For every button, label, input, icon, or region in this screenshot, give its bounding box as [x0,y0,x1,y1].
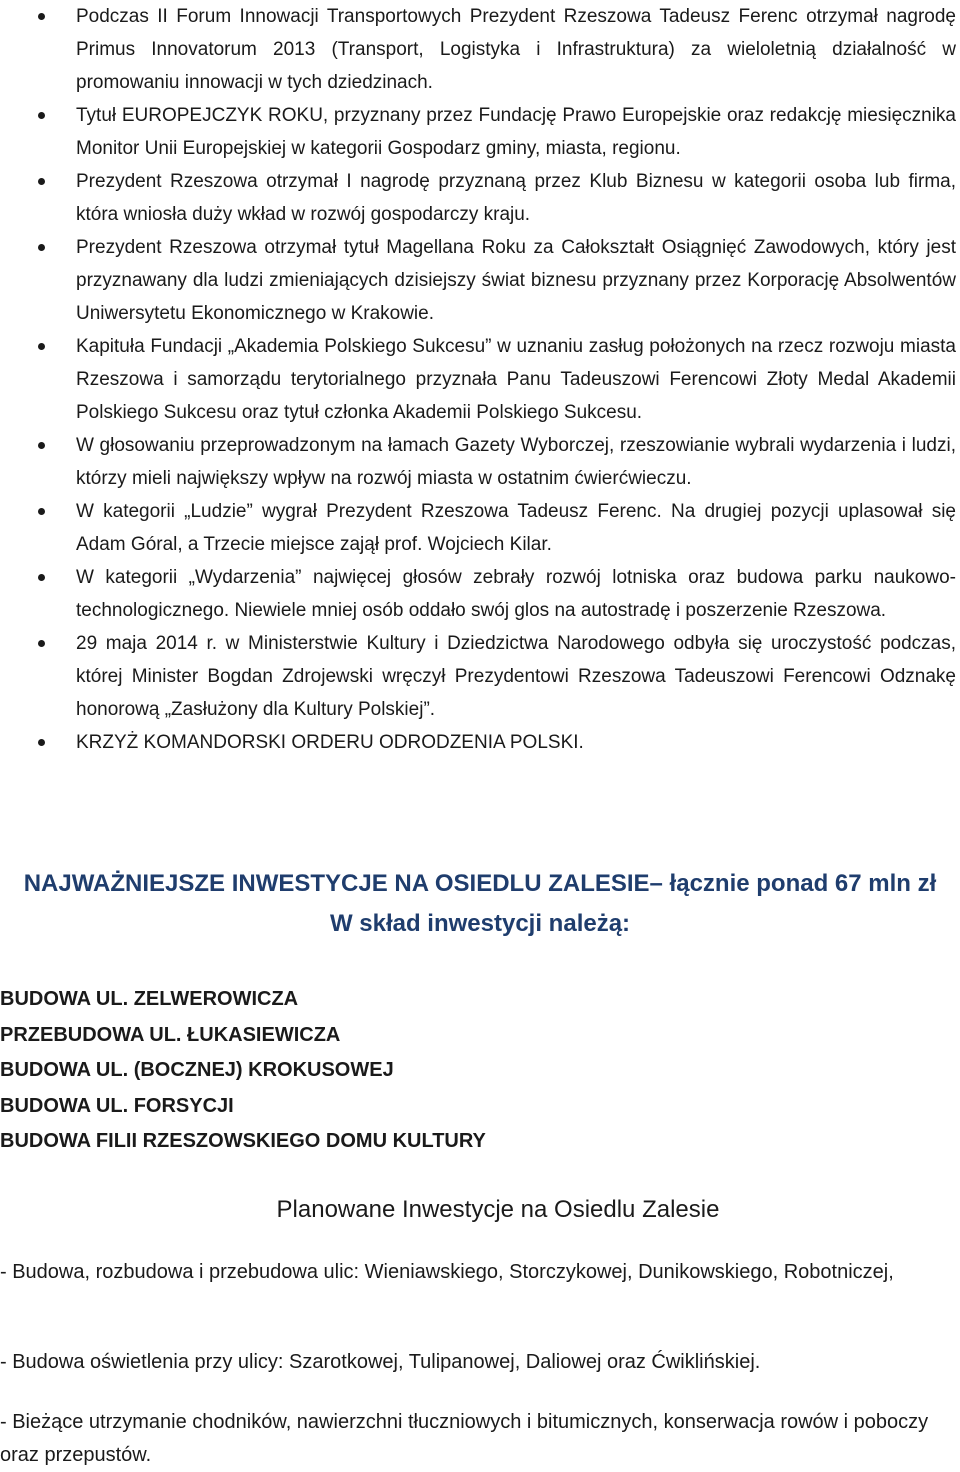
achievement-item [0,561,960,627]
bullet-icon [38,13,45,20]
investment-item: PRZEBUDOWA UL. ŁUKASIEWICZA [0,1023,341,1046]
bullet-icon [38,508,45,515]
bullet-icon [38,442,45,449]
investment-item: BUDOWA UL. FORSYCJI [0,1094,234,1117]
achievement-text: Prezydent Rzeszowa otrzymał tytuł Magellana Roku za Całokształt Osiągnięć Zawodowych, który jest przyznawany dla ludzi zmieniających dzisiejszy świat biznesu przyznany przez Korporację Absolwentów Uniwersytetu Ekonomicznego w Krakowie. [76,237,956,324]
bullet-icon [38,640,45,647]
bullet-icon [38,343,45,350]
bullet-icon [38,178,45,185]
achievement-item [0,99,960,165]
bullet-icon [38,739,45,746]
planned-heading: Planowane Inwestycje na Osiedlu Zalesie [276,1196,720,1223]
achievement-text: W głosowaniu przeprowadzonym na łamach Gazety Wyborczej, rzeszowianie wybrali wydarzenia i ludzi, którzy mieli największy wpływ na rozwój miasta w ostatnim ćwierćwieczu. [76,435,956,489]
investments-list [0,982,486,1160]
bullet-icon [38,574,45,581]
planned-item: - Budowa, rozbudowa i przebudowa ulic: Wieniawskiego, Storczykowej, Dunikowskiego, Robotniczej, [0,1261,894,1283]
achievement-item [0,495,960,561]
achievement-text: Tytuł EUROPEJCZYK ROKU, przyznany przez Fundację Prawo Europejskie oraz redakcję miesięcznika Monitor Unii Europejskiej w kategorii Gospodarz gminy, miasta, regionu. [76,105,956,159]
achievement-item [0,726,960,759]
achievement-text: 29 maja 2014 r. w Ministerstwie Kultury i Dziedzictwa Narodowego odbyła się uroczystość podczas, której Minister Bogdan Zdrojewski wręczył Prezydentowi Rzeszowa Tadeuszowi Ferencowi Odznakę honorową „Zasłużony dla Kultury Polskiej”. [76,633,956,720]
achievement-item [0,330,960,429]
achievement-text: KRZYŻ KOMANDORSKI ORDERU ODRODZENIA POLSKI. [76,732,584,753]
achievement-text: W kategorii „Wydarzenia” najwięcej głosów zebrały rozwój lotniska oraz budowa parku naukowo-technologicznego. Niewiele mniej osób oddało swój glos na autostradę i poszerzenie Rzeszowa. [76,567,956,621]
bullet-icon [38,244,45,251]
achievement-item [0,165,960,231]
achievement-item [0,627,960,726]
achievement-text: W kategorii „Ludzie” wygrał Prezydent Rzeszowa Tadeusz Ferenc. Na drugiej pozycji uplasował się Adam Góral, a Trzecie miejsce zajął prof. Wojciech Kilar. [76,501,956,555]
investments-heading: NAJWAŻNIEJSZE INWESTYCJE NA OSIEDLU ZALESIE– łącznie ponad 67 mln zł [23,870,937,897]
achievement-item [0,0,960,99]
achievement-text: Podczas II Forum Innowacji Transportowych Prezydent Rzeszowa Tadeusz Ferenc otrzymał nagrodę Primus Innovatorum 2013 (Transport, Logistyka i Infrastruktura) za wieloletnią działalność w promowaniu innowacji w tych dziedzinach. [76,6,956,93]
investment-item: BUDOWA UL. ZELWEROWICZA [0,988,299,1010]
planned-item: - Bieżące utrzymanie chodników, nawierzchni tłuczniowych i bitumicznych, konserwacja rowów i poboczy oraz przepustów. [0,1411,929,1466]
achievement-item [0,231,960,330]
bullet-icon [38,112,45,119]
planned-item: - Budowa oświetlenia przy ulicy: Szarotkowej, Tulipanowej, Daliowej oraz Ćwiklińskiej. [0,1351,761,1373]
investment-item: BUDOWA FILII RZESZOWSKIEGO DOMU KULTURY [0,1130,486,1152]
investments-subheading: W skład inwestycji należą: [329,910,631,937]
investment-item: BUDOWA UL. (BOCZNEJ) KROKUSOWEJ [0,1059,394,1081]
achievement-text: Prezydent Rzeszowa otrzymał I nagrodę przyznaną przez Klub Biznesu w kategorii osoba lub firma, która wniosła duży wkład w rozwój gospodarczy kraju. [76,171,956,225]
achievement-text: Kapituła Fundacji „Akademia Polskiego Sukcesu” w uznaniu zasług położonych na rzecz rozwoju miasta Rzeszowa i samorządu terytorialnego przyznała Panu Tadeuszowi Ferencowi Złoty Medal Akademii Polskiego Sukcesu oraz tytuł członka Akademii Polskiego Sukcesu. [76,336,956,423]
achievement-item [0,429,960,495]
